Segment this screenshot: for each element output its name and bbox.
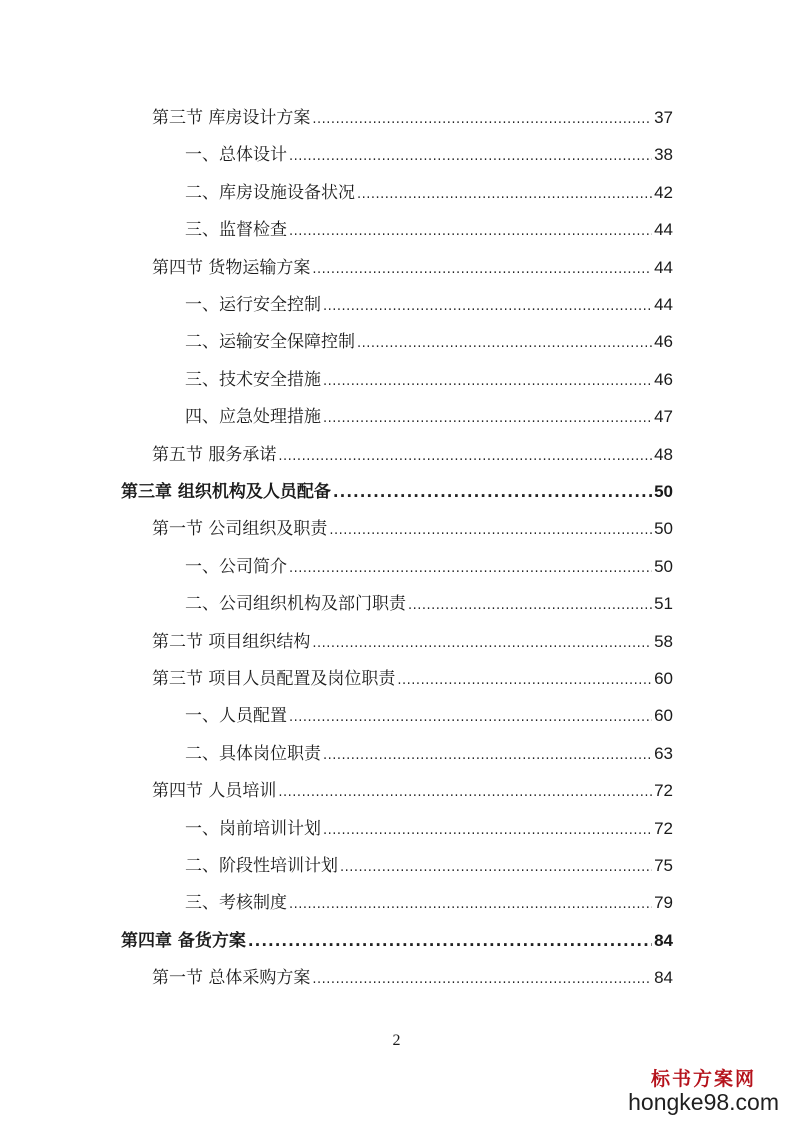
toc-entry[interactable] bbox=[185, 365, 673, 395]
toc-entry-page: 72 bbox=[654, 781, 673, 801]
toc-entry-page: 63 bbox=[654, 743, 673, 763]
toc-entry[interactable] bbox=[185, 814, 673, 844]
toc-entry-label: 一、总体设计 bbox=[185, 145, 287, 166]
toc-entry-label: 三、监督检查 bbox=[185, 220, 287, 241]
toc-entry[interactable] bbox=[185, 140, 673, 170]
toc-entry[interactable] bbox=[185, 589, 673, 619]
toc-leader-dots bbox=[312, 965, 652, 995]
toc-leader-dots bbox=[329, 516, 652, 546]
watermark-url: hongke98.com bbox=[628, 1089, 779, 1115]
toc-leader-dots bbox=[289, 217, 652, 247]
toc-entry[interactable] bbox=[152, 776, 673, 806]
toc-entry-page: 51 bbox=[654, 594, 673, 614]
toc-entry[interactable] bbox=[185, 552, 673, 582]
toc-leader-dots bbox=[278, 778, 652, 808]
toc-entry-page: 79 bbox=[654, 893, 673, 913]
toc-entry-page: 37 bbox=[654, 108, 673, 127]
toc-entry-page: 46 bbox=[654, 369, 673, 389]
toc-entry[interactable] bbox=[152, 627, 673, 657]
toc-entry-label: 一、公司简介 bbox=[185, 556, 287, 577]
toc-entry-page: 60 bbox=[654, 706, 673, 726]
toc-leader-dots bbox=[278, 442, 652, 472]
toc-entry[interactable] bbox=[185, 739, 673, 769]
toc-leader-dots bbox=[323, 367, 652, 397]
toc-entry[interactable] bbox=[185, 178, 673, 208]
toc-entry[interactable] bbox=[185, 851, 673, 881]
toc-entry-label: 第二节 项目组织结构 bbox=[152, 631, 311, 652]
toc-entry[interactable] bbox=[152, 253, 673, 283]
toc-leader-dots bbox=[289, 554, 652, 584]
toc-entry[interactable] bbox=[152, 103, 673, 133]
toc-leader-dots bbox=[289, 142, 652, 172]
toc-entry-label: 三、技术安全措施 bbox=[185, 369, 321, 390]
toc-entry-page: 38 bbox=[654, 145, 673, 165]
toc-leader-dots bbox=[357, 329, 652, 359]
toc-leader-dots bbox=[397, 666, 652, 696]
toc-entry-label: 第三节 项目人员配置及岗位职责 bbox=[152, 669, 396, 689]
toc-entry-label: 二、运输安全保障控制 bbox=[185, 332, 355, 353]
toc-leader-dots bbox=[312, 105, 652, 135]
toc-entry-page: 72 bbox=[654, 818, 673, 838]
toc-entry[interactable] bbox=[185, 327, 673, 357]
toc-entry-page: 58 bbox=[654, 631, 673, 651]
toc-entry-page: 75 bbox=[654, 856, 673, 875]
toc-entry-page: 50 bbox=[654, 556, 673, 576]
toc-entry-page: 48 bbox=[654, 444, 673, 464]
toc-leader-dots bbox=[408, 591, 652, 621]
toc-leader-dots bbox=[323, 404, 652, 434]
toc-leader-dots bbox=[312, 255, 652, 285]
toc-entry-label: 二、具体岗位职责 bbox=[185, 743, 321, 764]
toc-entry-page: 84 bbox=[654, 968, 673, 988]
toc-entry-label: 二、公司组织机构及部门职责 bbox=[185, 594, 406, 615]
toc-entry-label: 第一节 总体采购方案 bbox=[152, 968, 311, 989]
toc-entry[interactable] bbox=[185, 402, 673, 432]
toc-leader-dots bbox=[323, 816, 652, 846]
toc-entry-label: 第四节 人员培训 bbox=[152, 781, 277, 802]
toc-entry[interactable] bbox=[185, 701, 673, 731]
toc-entry-label: 一、人员配置 bbox=[185, 706, 287, 727]
toc-leader-dots bbox=[323, 292, 652, 322]
toc-leader-dots bbox=[357, 180, 652, 210]
toc-entry-page: 46 bbox=[654, 332, 673, 352]
toc-entry[interactable] bbox=[185, 888, 673, 918]
watermark-logo bbox=[628, 1064, 779, 1116]
toc-leader-dots bbox=[323, 741, 652, 771]
toc-entry-label: 第四章 备货方案 bbox=[121, 930, 246, 951]
toc-entry[interactable] bbox=[152, 514, 673, 544]
toc-leader-dots bbox=[333, 477, 652, 507]
toc-entry-page: 44 bbox=[654, 220, 673, 240]
toc-entry-label: 第四节 货物运输方案 bbox=[152, 257, 311, 278]
toc-entry[interactable] bbox=[152, 963, 673, 993]
toc-entry-page: 44 bbox=[654, 295, 673, 314]
toc-entry-page: 60 bbox=[654, 669, 673, 688]
toc-entry-page: 47 bbox=[654, 407, 673, 427]
toc-entry[interactable] bbox=[152, 440, 673, 470]
toc-entry-label: 第三章 组织机构及人员配备 bbox=[121, 482, 331, 502]
toc-entry-label: 三、考核制度 bbox=[185, 893, 287, 914]
toc-leader-dots bbox=[340, 853, 652, 883]
toc-entry-page: 50 bbox=[654, 482, 673, 501]
toc-entry[interactable] bbox=[152, 664, 673, 694]
toc-entry-label: 第三节 库房设计方案 bbox=[152, 108, 311, 128]
toc-leader-dots bbox=[289, 703, 652, 733]
toc-entry-label: 四、应急处理措施 bbox=[185, 407, 321, 428]
toc-entry-label: 二、库房设施设备状况 bbox=[185, 182, 355, 203]
toc-entry-page: 42 bbox=[654, 182, 673, 202]
page-number: 2 bbox=[392, 1032, 401, 1049]
toc-entry[interactable] bbox=[121, 477, 673, 507]
toc-entry-label: 二、阶段性培训计划 bbox=[185, 856, 338, 876]
toc-entry[interactable] bbox=[121, 926, 673, 956]
toc-leader-dots bbox=[289, 890, 652, 920]
toc-entry-page: 44 bbox=[654, 257, 673, 277]
toc-entry-label: 第五节 服务承诺 bbox=[152, 444, 277, 465]
toc-entry[interactable] bbox=[185, 290, 673, 320]
watermark-name: 标书方案网 bbox=[651, 1068, 757, 1090]
toc-entry-page: 50 bbox=[654, 519, 673, 539]
toc-entry-page: 84 bbox=[654, 930, 673, 950]
toc-leader-dots bbox=[248, 926, 652, 956]
toc-leader-dots bbox=[312, 629, 652, 659]
toc-entry-label: 一、岗前培训计划 bbox=[185, 818, 321, 839]
toc-entry-label: 第一节 公司组织及职责 bbox=[152, 519, 328, 540]
toc-entry-label: 一、运行安全控制 bbox=[185, 295, 321, 315]
toc-entry[interactable] bbox=[185, 215, 673, 245]
